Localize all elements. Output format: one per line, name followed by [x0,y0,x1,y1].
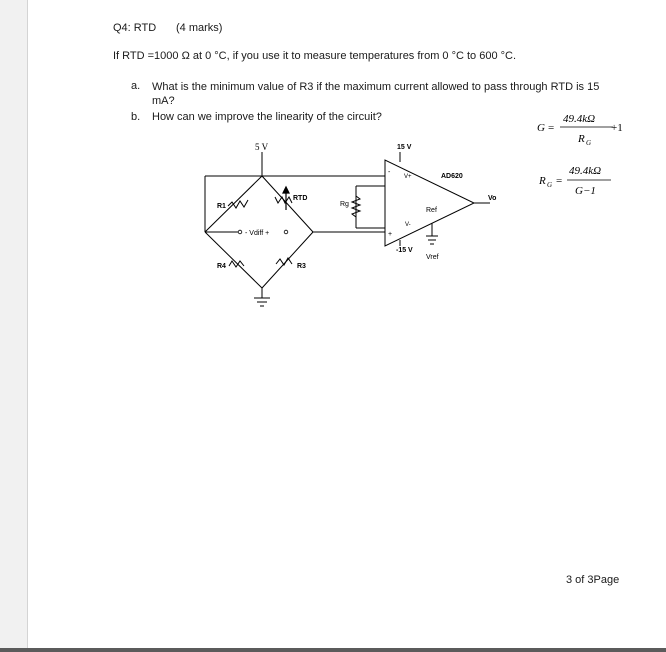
part-b-label: b. [131,111,141,123]
page-number: 3 of 3Page [566,574,620,586]
part-b-text: How can we improve the linearity of the circuit? [152,111,382,123]
part-a-text: What is the minimum value of R3 if the maximum current allowed to pass through RTD is 15 mA? [152,81,600,107]
svg-text:+1: +1 [611,122,623,134]
part-a-label: a. [131,80,141,92]
r4-resistor [229,261,244,267]
output-label: Vo [488,195,497,202]
rg-formula [538,165,611,197]
r1-label: R1 [217,203,226,210]
r4-label: R4 [217,263,226,270]
question-marks: (4 marks) [176,22,223,34]
svg-text:G: G [586,139,592,147]
svg-text:R: R [539,175,546,187]
svg-text:49.4kΩ: 49.4kΩ [563,113,596,125]
svg-text:=: = [556,175,563,187]
rtd-resistor [275,197,292,203]
bottom-bar [0,648,666,652]
svg-text:G−1: G−1 [575,185,596,197]
negative-supply-label: -15 V [396,247,413,254]
amplifier-label: AD620 [441,173,463,180]
vdiff-minus-terminal [238,230,242,234]
ref-label: Ref [426,207,437,214]
rtd-label: RTD [293,195,308,202]
vdiff-label: - Vdiff + [245,230,270,237]
question-intro: If RTD =1000 Ω at 0 °C, if you use it to measure temperatures from 0 °C to 600 °C. [113,50,517,62]
rg-label: Rg [340,201,349,208]
vplus-label: V+ [404,174,412,180]
positive-supply-label: 15 V [397,144,412,151]
svg-text:=: = [548,122,555,134]
gain-formula [537,113,623,147]
svg-text:G: G [537,122,545,134]
r3-label: R3 [297,263,306,270]
question-number: Q4: RTD [113,22,157,34]
svg-text:R: R [578,133,585,145]
vdiff-plus-terminal [284,230,288,234]
supply-label: 5 V [255,142,269,152]
noninverting-input-sign: + [388,231,393,238]
vminus-label: V- [405,222,411,228]
inverting-input-sign: - [388,169,391,176]
svg-text:49.4kΩ: 49.4kΩ [569,165,602,177]
vref-label: Vref [426,254,439,261]
svg-text:G: G [547,181,553,189]
